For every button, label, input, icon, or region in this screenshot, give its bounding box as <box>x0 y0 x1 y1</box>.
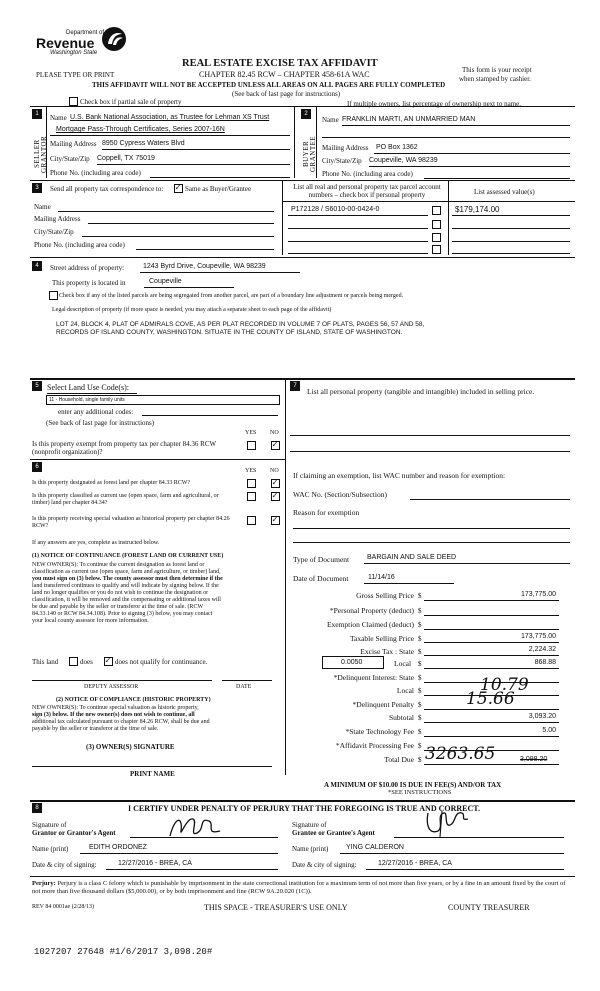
exempt-question: Is this property exempt from property tax per chapter 84.36 RCW (nonprofit organization)? <box>32 440 216 456</box>
affidavit-fee-label: *Affidavit Processing Fee <box>335 741 414 750</box>
local-value[interactable]: 868.88 <box>534 659 556 666</box>
gross-label: Gross Selling Price <box>356 591 414 600</box>
rev-number: REV 84 0001ae (2/28/13) <box>32 904 95 910</box>
seller-phone-label: Phone No. (including area code) <box>50 169 141 177</box>
please-type: PLEASE TYPE OR PRINT <box>36 71 115 79</box>
segregated-checkbox[interactable] <box>49 291 58 300</box>
grantee-date[interactable]: 12/27/2016 - BREA, CA <box>378 860 452 867</box>
historic-title: (2) NOTICE OF COMPLIANCE (HISTORIC PROPERTY) <box>56 697 211 703</box>
minimum-due-note: A MINIMUM OF $10.00 IS DUE IN FEE(S) AND/OR TAX <box>324 781 502 789</box>
seller-mailing[interactable]: 8950 Cypress Waters Blvd <box>102 140 185 147</box>
total-due-label: Total Due <box>384 755 414 764</box>
buyer-city[interactable]: Coupeville, WA 98239 <box>369 157 438 164</box>
grantor-date[interactable]: 12/27/2016 - BREA, CA <box>118 860 192 867</box>
local-label: Local <box>394 659 412 668</box>
sig-grantee-label-2: Grantee or Grantee's Agent <box>292 829 375 837</box>
legal-line-2[interactable]: RECORDS OF ISLAND COUNTY, WASHINGTON. SITUATE IN THE COUNTY OF ISLAND, STATE OF WASHINGTON. <box>56 329 403 336</box>
cont-line: 84.33.140 or RCW 84.34.108). Prior to signing (3) below, you may contact <box>32 611 213 617</box>
taxable-value[interactable]: 173,775.00 <box>520 633 556 640</box>
continuance-body <box>32 562 223 625</box>
assessed-header: List assessed value(s) <box>474 188 535 196</box>
exemption-claimed-label: Exemption Claimed (deduct) <box>326 620 414 629</box>
treasurer-stamp: 1027207 27648 #1/6/2017 3,098.20# <box>34 947 213 957</box>
hist-line: NEW OWNER(S): To continue special valuation as historic property, <box>32 705 199 711</box>
if-yes-note: If any answers are yes, complete as instructed below. <box>32 540 160 546</box>
segregated-label: Check box if any of the listed parcels are being segregated from another parcel, are part of a boundary line adjustment or parcels being merged. <box>59 293 404 299</box>
does-label: does <box>80 658 93 666</box>
grantee-name[interactable]: YING CALDERON <box>346 844 404 851</box>
s3-phone-label: Phone No. (including area code) <box>34 241 125 249</box>
washington-state: Washington State <box>50 50 98 56</box>
this-land-label: This land <box>32 658 59 666</box>
perjury-notice <box>32 880 572 896</box>
s5-no: NO <box>270 430 279 436</box>
dollar-sign: $ <box>418 756 422 764</box>
seller-city-label: City/State/Zip <box>50 155 90 163</box>
legal-label: Legal description of property (if more space is needed, you may attach a separate sheet to each page of the affidavit) <box>52 307 332 313</box>
dollar-sign: $ <box>418 648 422 656</box>
doc-date-label: Date of Document <box>293 574 349 583</box>
seller-mailing-label: Mailing Address <box>50 140 97 148</box>
does-not-label: does not qualify for continuance. <box>115 658 208 666</box>
revenue-logo-mark <box>101 26 127 52</box>
certify-statement: I CERTIFY UNDER PENALTY OF PERJURY THAT THE FOREGOING IS TRUE AND CORRECT. <box>128 804 481 813</box>
form-title: REAL ESTATE EXCISE TAX AFFIDAVIT <box>182 58 378 69</box>
s6-yes: YES <box>245 468 257 474</box>
seller-name-line2[interactable]: Mortgage Pass-Through Certificates, Series 2007-16N <box>56 126 225 133</box>
current-use-question: Is this property classified as current use (open space, farm and agricultural, or timber) land per chapter 84.34? <box>32 493 219 506</box>
hist-line: sign (3) below. If the new owner(s) does not wish to continue, all <box>32 712 195 718</box>
dollar-sign: $ <box>418 621 422 629</box>
warning: THIS AFFIDAVIT WILL NOT BE ACCEPTED UNLESS ALL AREAS ON ALL PAGES ARE FULLY COMPLETED <box>92 81 446 89</box>
sig-grantor-label-2: Grantor or Grantor's Agent <box>32 829 116 837</box>
see-back-5: (See back of last page for instructions) <box>46 419 155 427</box>
exempt-no-check-icon: ✓ <box>271 440 279 449</box>
historic-question: Is this property receiving special valuation as historical property per chapter 84.26 RCW? <box>32 516 230 529</box>
subtotal-label: Subtotal <box>388 713 414 722</box>
exempt-yes-checkbox[interactable] <box>247 441 256 450</box>
parcel-personal-checkbox-4[interactable] <box>432 245 441 254</box>
sig-grantee-label-1: Signature of <box>292 821 327 829</box>
doc-type-label: Type of Document <box>293 555 350 564</box>
historic-body <box>32 705 210 733</box>
parcel-number[interactable]: P172128 / S6010-00-0424-0 <box>291 206 380 213</box>
land-use-select[interactable] <box>46 395 280 405</box>
grantee-date-label: Date & city of signing: <box>292 861 357 869</box>
cont-line: NEW OWNER(S): To continue the current designation as forest land or <box>32 562 205 568</box>
located-label: This property is located in <box>52 279 126 287</box>
excise-state-label: Excise Tax : State <box>360 647 414 656</box>
seller-name-label: Name <box>50 114 67 122</box>
form-chapter: CHAPTER 82.45 RCW – CHAPTER 458-61A WAC <box>199 70 370 79</box>
deputy-assessor-label: DEPUTY ASSESSOR <box>84 684 139 690</box>
section-5-badge: 5 <box>32 381 42 391</box>
current-use-no-check-icon: ✓ <box>271 491 279 500</box>
hist-line: additional tax calculated pursuant to chapter 84.26 RCW, shall be due and <box>32 719 210 725</box>
s3-city-label: City/State/Zip <box>34 228 74 236</box>
treasurer-use: THIS SPACE - TREASURER'S USE ONLY <box>204 903 348 912</box>
reason-label: Reason for exemption <box>293 508 360 517</box>
located-in[interactable]: Coupeville <box>149 278 182 285</box>
buyer-mailing-label: Mailing Address <box>322 144 369 152</box>
assessed-value[interactable]: $179,174.00 <box>455 205 500 214</box>
local-rate: 0.0050 <box>341 659 363 666</box>
delinq-local-label: Local <box>396 686 414 695</box>
excise-state-value[interactable]: 2,224.32 <box>528 646 556 653</box>
parcel-personal-checkbox-3[interactable] <box>432 233 441 242</box>
dollar-sign: $ <box>418 660 422 668</box>
dollar-sign: $ <box>418 728 422 736</box>
land-use-value: 11 - Household, single family units <box>49 397 125 403</box>
section-2-badge: 2 <box>301 109 311 119</box>
same-as-buyer-label: Same as Buyer/Grantee <box>185 185 252 193</box>
sig-grantor-label-1: Signature of <box>32 821 67 829</box>
street-address[interactable]: 1243 Byrd Drive, Coupeville, WA 98239 <box>143 263 266 270</box>
seller-name-line1[interactable]: U.S. Bank National Association, as Trustee for Lehman XS Trust <box>70 114 270 121</box>
grantee-signature <box>418 807 478 843</box>
owner-signature-label: (3) OWNER(S) SIGNATURE <box>86 743 175 751</box>
buyer-city-label: City/State/Zip <box>322 157 362 165</box>
seller-city[interactable]: Coppell, TX 75019 <box>97 155 155 162</box>
delinq-pen-label: *Delinquent Penalty <box>352 700 414 709</box>
dollar-sign: $ <box>418 674 422 682</box>
assessor-date-label: DATE <box>236 684 252 690</box>
parcel-personal-checkbox-2[interactable] <box>432 220 441 229</box>
print-name-label: PRINT NAME <box>130 770 175 778</box>
historic-no-check-icon: ✓ <box>271 515 279 524</box>
revenue-logo <box>36 26 131 64</box>
legal-line-1[interactable]: LOT 24, BLOCK 4, PLAT OF ADMIRALS COVE, AS PER PLAT RECORDED IN VOLUME 7 OF PLATS, PAGES 56, 57 AND 58, <box>56 321 425 328</box>
tech-fee-label: *State Technology Fee <box>345 727 414 736</box>
grantor-date-label: Date & city of signing: <box>32 861 97 869</box>
delinq-local-handwritten[interactable]: 10.79 <box>480 675 529 695</box>
subtotal-value[interactable]: 3,093.20 <box>528 713 556 720</box>
section-1-badge: 1 <box>32 109 42 119</box>
total-due-handwritten[interactable]: 3263.65 <box>425 744 496 764</box>
forest-yes-checkbox[interactable] <box>247 479 256 488</box>
delinq-pen-handwritten[interactable]: 15.66 <box>466 689 515 709</box>
perjury-text: Perjury is a class C felony which is punishable by imprisonment in the state correctional institution for a maximum term of not more than five years, or by a fine in an amount fixed by the court of not more than five thousand dollars ($5,000.00), or by both imprisonment and fine (RCW 9A.20.020 (1C)). <box>32 880 566 895</box>
partial-sale-label: Check box if partial sale of property <box>80 98 182 106</box>
grantor-name[interactable]: EDITH ORDONEZ <box>89 844 147 851</box>
grantor-name-label: Name (print) <box>32 845 69 853</box>
land-use-label: Select Land Use Code(s): <box>47 383 129 392</box>
parcel-personal-checkbox-1[interactable] <box>432 206 441 215</box>
gross-value[interactable]: 173,775.00 <box>520 591 556 598</box>
cont-line: land transferred continues to qualify and will indicate by signing below. If the <box>32 583 219 589</box>
cont-line: land no longer qualifies or you do not wish to continue the designation or <box>32 590 209 596</box>
s6-no: NO <box>270 468 279 474</box>
dollar-sign: $ <box>418 635 422 643</box>
section-8-badge: 8 <box>32 803 42 813</box>
receipt-note-1: This form is your receipt <box>462 66 532 74</box>
parcel-list-header: List all real and personal property tax parcel account numbers – check box if personal property <box>293 183 441 199</box>
delinq-int-label: *Delinquent Interest: State <box>333 673 414 682</box>
historic-yes-checkbox[interactable] <box>247 516 256 525</box>
dollar-sign: $ <box>418 714 422 722</box>
see-instructions-note: *SEE INSTRUCTIONS <box>388 789 452 796</box>
list-personal-label: List all personal property (tangible and intangible) included in selling price. <box>307 387 535 396</box>
partial-sale-checkbox[interactable] <box>69 97 78 106</box>
wac-label: WAC No. (Section/Subsection) <box>293 490 387 499</box>
forest-question: Is this property designated as forest land per chapter 84.33 RCW? <box>32 480 191 486</box>
taxable-label: Taxable Selling Price <box>349 634 414 643</box>
local-rate-box[interactable] <box>322 656 384 669</box>
doc-date[interactable]: 11/14/16 <box>368 574 395 581</box>
does-checkbox[interactable] <box>69 657 78 666</box>
revenue-wordmark: Revenue <box>36 35 95 51</box>
tech-fee-value[interactable]: 5.00 <box>542 727 556 734</box>
dollar-sign: $ <box>418 742 422 750</box>
buyer-side-label: BUYER GRANTEE <box>302 135 317 173</box>
forest-no-check-icon: ✓ <box>271 478 279 487</box>
multiple-owners: If multiple owners, list percentage of ownership next to name. <box>347 100 521 108</box>
grantee-name-label: Name (print) <box>292 845 329 853</box>
total-due-struck: 3,098.20 <box>520 756 548 763</box>
grantor-signature <box>165 811 235 841</box>
seller-side-label: SELLER GRANTOR <box>33 135 48 173</box>
buyer-name[interactable]: FRANKLIN MARTI, AN UNMARRIED MAN <box>342 116 476 123</box>
receipt-note-2: when stamped by cashier. <box>459 75 531 83</box>
s3-name-label: Name <box>34 203 51 211</box>
s3-mailing-label: Mailing Address <box>34 215 81 223</box>
send-correspondence-label: Send all property tax correspondence to: <box>50 185 164 193</box>
personal-label: *Personal Property (deduct) <box>329 606 414 615</box>
doc-type[interactable]: BARGAIN AND SALE DEED <box>367 554 457 561</box>
section-4-badge: 4 <box>32 261 42 271</box>
does-not-check-icon: ✓ <box>104 656 112 665</box>
see-back-header: (See back of last page for instructions) <box>232 90 341 98</box>
section-7-badge: 7 <box>290 381 300 391</box>
street-label: Street address of property: <box>50 264 125 272</box>
perjury-label: Perjury: <box>32 880 56 887</box>
section-6-badge: 6 <box>32 462 42 472</box>
cont-line: classification as current use (open space, farm and agriculture, or timber) land, <box>32 569 221 575</box>
county-treasurer: COUNTY TREASURER <box>448 903 530 912</box>
same-as-buyer-check-icon: ✓ <box>174 183 182 192</box>
buyer-name-label: Name <box>322 116 339 124</box>
dollar-sign: $ <box>418 592 422 600</box>
current-use-yes-checkbox[interactable] <box>247 492 256 501</box>
cont-line: be due and payable by the seller or transferor at the time of sale. (RCW <box>32 604 204 610</box>
cont-line: your local county assessor for more information. <box>32 618 149 624</box>
section-3-badge: 3 <box>32 183 42 193</box>
buyer-mailing[interactable]: PO Box 1362 <box>376 144 418 151</box>
s5-yes: YES <box>245 430 257 436</box>
hist-line: payable by the seller or transferor at the time of sale. <box>32 726 159 732</box>
dollar-sign: $ <box>418 687 422 695</box>
dollar-sign: $ <box>418 607 422 615</box>
cont-line: you must sign on (3) below. The county assessor must then determine if the <box>32 576 223 582</box>
continuance-title: (1) NOTICE OF CONTINUANCE (FOREST LAND OR CURRENT USE) <box>32 553 224 559</box>
dept-of: Department of <box>66 30 105 36</box>
claiming-exemption-label: If claiming an exemption, list WAC number and reason for exemption: <box>293 471 506 480</box>
buyer-phone-label: Phone No. (including area code) <box>322 170 413 178</box>
cont-line: classification, it will be removed and the compensating or additional taxes will <box>32 597 221 603</box>
dollar-sign: $ <box>418 701 422 709</box>
additional-codes-label: enter any additional codes: <box>58 408 134 416</box>
